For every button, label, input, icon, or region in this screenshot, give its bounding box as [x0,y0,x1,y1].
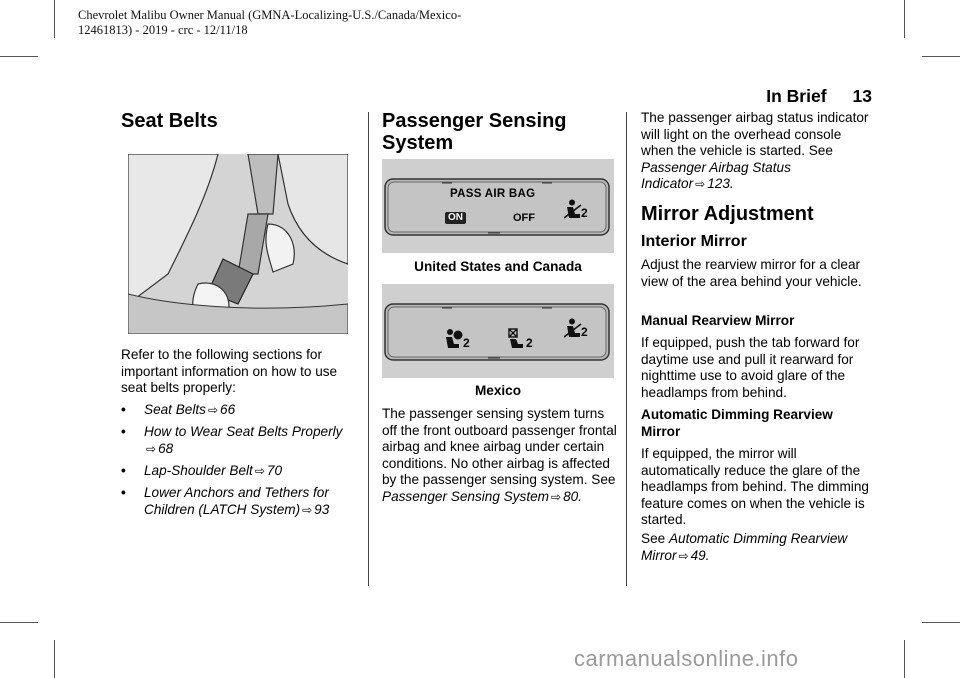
passenger-sensing-heading [382,110,567,154]
page-ref-icon: ⇨ [146,441,157,456]
crop-mark [904,0,905,38]
crop-mark [904,640,905,678]
body-text: The passenger airbag status indicator will light on the overhead console when the vehicle is started. See [641,110,869,159]
seat-belt-illustration [128,154,348,334]
airbag-status-para [641,110,877,193]
bullet-glyph: • [121,402,126,417]
airbag-off-seat-icon [564,199,592,223]
crop-mark [0,622,38,623]
running-header [766,86,872,107]
crop-mark [922,56,960,57]
seat-belts-intro: Refer to the following sections for important information on how to use seat belts properly: [121,347,338,396]
bullet-glyph: • [121,424,126,439]
xref-page[interactable]: 80. [563,488,582,504]
airbag-off-seat-icon [564,318,592,342]
list-item [121,463,361,481]
page-ref-icon: ⇨ [254,464,265,478]
column-divider [626,112,627,586]
pass-air-bag-label: PASS AIR BAG [450,188,536,200]
crop-mark [0,56,38,57]
manual-mirror-para: If equipped, push the tab forward for daytime use and pull it rearward for nighttime use to avoid glare of the headlamps from behind. [641,335,860,400]
interior-mirror-para: Adjust the rearview mirror for a clear view of the area behind your vehicle. [641,257,862,289]
page-ref-icon: ⇨ [695,177,706,192]
bullet-glyph: • [121,485,126,500]
xref-link[interactable]: Lap-Shoulder Belt [144,463,253,478]
heading-line-2: System [382,132,454,154]
manual-mirror-heading: Manual Rearview Mirror [641,313,795,328]
auto-dimming-heading: Automatic Dimming Rearview Mirror [641,407,833,439]
meta-line-1: Chevrolet Malibu Owner Manual (GMNA-Localizing-U.S./Canada/Mexico- [78,8,462,22]
auto-dimming-para: If equipped, the mirror will automatically reduce the glare of the headlamps from behind. The dimming feature comes on when the vehicle is started. [641,446,869,528]
watermark: carmanualsonline.info [574,646,799,671]
caption-mexico: Mexico [474,383,522,398]
xref-link[interactable]: How to Wear Seat Belts Properly [144,424,343,439]
crop-mark [54,640,55,678]
document-meta [78,8,538,38]
bullet-glyph: • [121,463,126,478]
us-indicator-panel-image [382,159,614,253]
off-indicator: OFF [513,212,535,224]
meta-line-2: 12461813) - 2019 - crc - 12/11/18 [78,23,248,37]
xref-page[interactable]: 49. [690,547,710,563]
seat-suffix: 2 [463,336,470,350]
xref-link[interactable]: Seat Belts [144,402,206,417]
xref-link[interactable]: Lower Anchors and Tethers for Children (LATCH System) [144,485,329,517]
list-item [121,402,361,420]
page-ref-icon: ⇨ [207,403,219,417]
caption-us-canada: United States and Canada [414,259,582,274]
seat-suffix: 2 [581,206,588,220]
passenger-sensing-body [382,406,618,506]
airbag-crossed-seat-icon [507,328,537,352]
seat-suffix: 2 [581,325,588,339]
see-prefix: See [641,531,666,546]
page-ref-icon: ⇨ [302,502,313,517]
seat-belts-heading: Seat Belts [121,110,218,132]
page-number: 13 [852,86,872,106]
xref-link[interactable]: Automatic Dimming Rearview Mirror [641,531,848,563]
auto-dimming-see-ref [641,531,877,564]
body-text: The passenger sensing system turns off the front outboard passenger frontal airbag and knee airbag under certain conditions. No other airbag is affected by the passenger sensing system. See [382,406,617,488]
xref-page[interactable]: 93 [314,501,330,517]
crop-mark [54,0,55,38]
xref-page[interactable]: 68 [158,440,174,456]
on-indicator: ON [445,212,466,224]
xref-page[interactable]: 70 [266,463,283,478]
xref-link[interactable]: Passenger Airbag Status Indicator [641,159,791,192]
mexico-indicator-panel-image [382,284,614,378]
heading-line-1: Passenger Sensing [382,110,567,132]
list-item [121,424,361,460]
interior-mirror-heading: Interior Mirror [641,233,747,250]
section-name: In Brief [766,86,827,106]
column-divider [368,112,369,586]
list-item [121,485,361,521]
xref-page[interactable]: 66 [220,402,236,417]
seat-suffix: 2 [526,336,533,350]
xref-page[interactable]: 123. [707,176,734,192]
mirror-adjustment-heading: Mirror Adjustment [641,203,814,225]
airbag-on-seat-icon [444,328,474,352]
crop-mark [922,622,960,623]
page-ref-icon: ⇨ [678,548,689,563]
buckling-seat-belt-image [128,154,348,334]
page-ref-icon: ⇨ [551,489,562,504]
xref-link[interactable]: Passenger Sensing System [382,488,549,504]
